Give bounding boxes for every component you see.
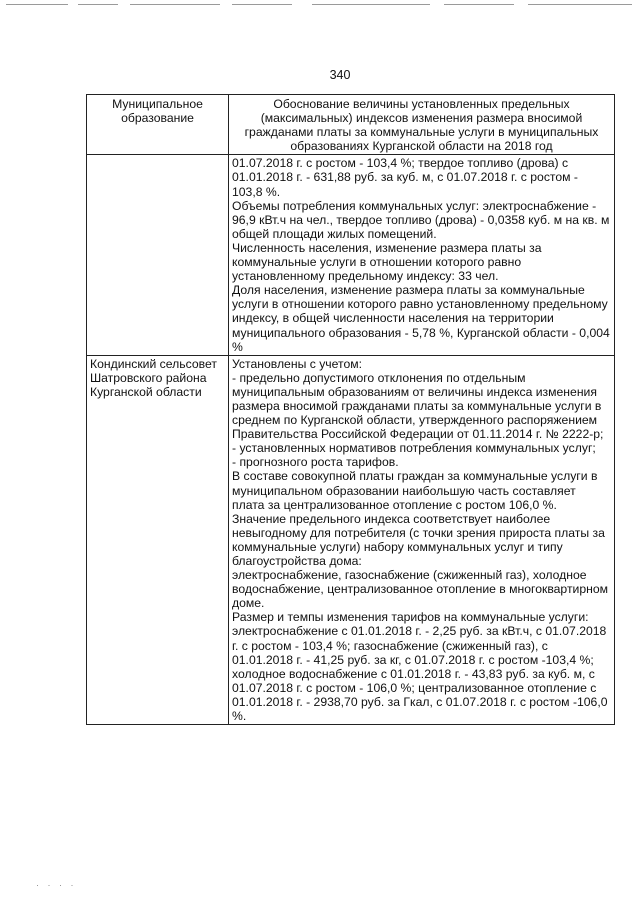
paragraph: В составе совокупной платы граждан за коммунальные услуги в муниципальном образовании наибольшую часть составляет плата за централизованное отопление с ростом 106,0 %.	[232, 469, 598, 512]
paragraph: Установлены с учетом:	[232, 356, 362, 371]
scan-edge-line	[528, 4, 632, 5]
page-number: 340	[329, 68, 351, 82]
header-municipality: Муниципальное образование	[87, 95, 229, 155]
paragraph: Значение предельного индекса соответствует наиболее невыгодному для потребителя (с точки зрения прироста платы за коммунальные услуги) набору коммунальных услуг и типу благоустройства дома:	[232, 511, 605, 568]
paragraph: 01.07.2018 г. с ростом - 103,4 %; твердое топливо (дрова) с 01.01.2018 г. - 631,88 руб. за куб. м, с 01.07.2018 г. с ростом - 103,8 %.	[232, 156, 578, 199]
scan-edge-line	[6, 4, 68, 5]
paragraph: - установленных нормативов потребления коммунальных услуг;	[232, 441, 596, 456]
scan-edge-line	[444, 4, 514, 5]
table-header-row	[87, 95, 615, 155]
table-row	[87, 355, 615, 724]
paragraph: Размер и темпы изменения тарифов на коммунальные услуги:	[232, 610, 589, 625]
scan-edge-line	[130, 4, 220, 5]
tariff-justification-table	[86, 94, 615, 725]
scan-edge-line	[232, 4, 292, 5]
paragraph: - прогнозного роста тарифов.	[232, 455, 399, 470]
scan-artifact-dots: · · · ·	[36, 880, 77, 890]
header-justification: Обоснование величины установленных предельных (максимальных) индексов изменения размера вносимой гражданами платы за коммунальные услуги в муниципальных образованиях Курганской области на 2018 год	[229, 95, 615, 155]
paragraph: Объемы потребления коммунальных услуг: электроснабжение - 96,9 кВт.ч на чел., твердое топливо (дрова) - 0,0358 куб. м на кв. м общей площади жилых помещений.	[232, 198, 610, 241]
row1-justification-cell	[229, 155, 615, 355]
row2-justification-cell	[229, 355, 615, 724]
scan-edge-line	[78, 4, 118, 5]
scan-edge-line	[312, 4, 430, 5]
paragraph: Численность населения, изменение размера платы за коммунальные услуги в отношении которого равно установленному предельному индексу: 33 чел.	[232, 240, 542, 284]
row2-municipality-cell: Кондинский сельсовет Шатровского района Курганской области	[87, 355, 229, 724]
paragraph: Доля населения, изменение размера платы за коммунальные услуги в отношении которого равно установленному предельному индексу, в общей численности населения на территории муниципального образования - 5,78 %, Курганской области - 0,004 %	[232, 283, 610, 354]
paragraph: электроснабжение с 01.01.2018 г. - 2,25 руб. за кВт.ч, с 01.07.2018 г. с ростом - 103,4 %; газоснабжение (сжиженный газ), с 01.01.2018 г. - 41,25 руб. за кг, с 01.07.2018 г. с ростом -103,4 %; холодное водоснабжение с 01.01.2018 г. - 43,83 руб. за куб. м, с 01.07.2018 г. с ростом - 106,0 %; централизованное отопление с 01.01.2018 г. - 2938,70 руб. за Гкал, с 01.07.2018 г. с ростом -106,0 %.	[232, 624, 608, 724]
row1-municipality-cell	[87, 155, 229, 355]
table-row	[87, 155, 615, 355]
paragraph: - предельно допустимого отклонения по отдельным муниципальным образованиям от величины индекса изменения размера вносимой гражданами платы за коммунальные услуги в среднем по Курганской области, утвержденного распоряжением Правительства Российской Федерации от 01.11.2014 г. № 2222-р;	[232, 370, 604, 442]
paragraph: электроснабжение, газоснабжение (сжиженный газ), холодное водоснабжение, централизованное отопление в многоквартирном доме.	[232, 568, 609, 611]
